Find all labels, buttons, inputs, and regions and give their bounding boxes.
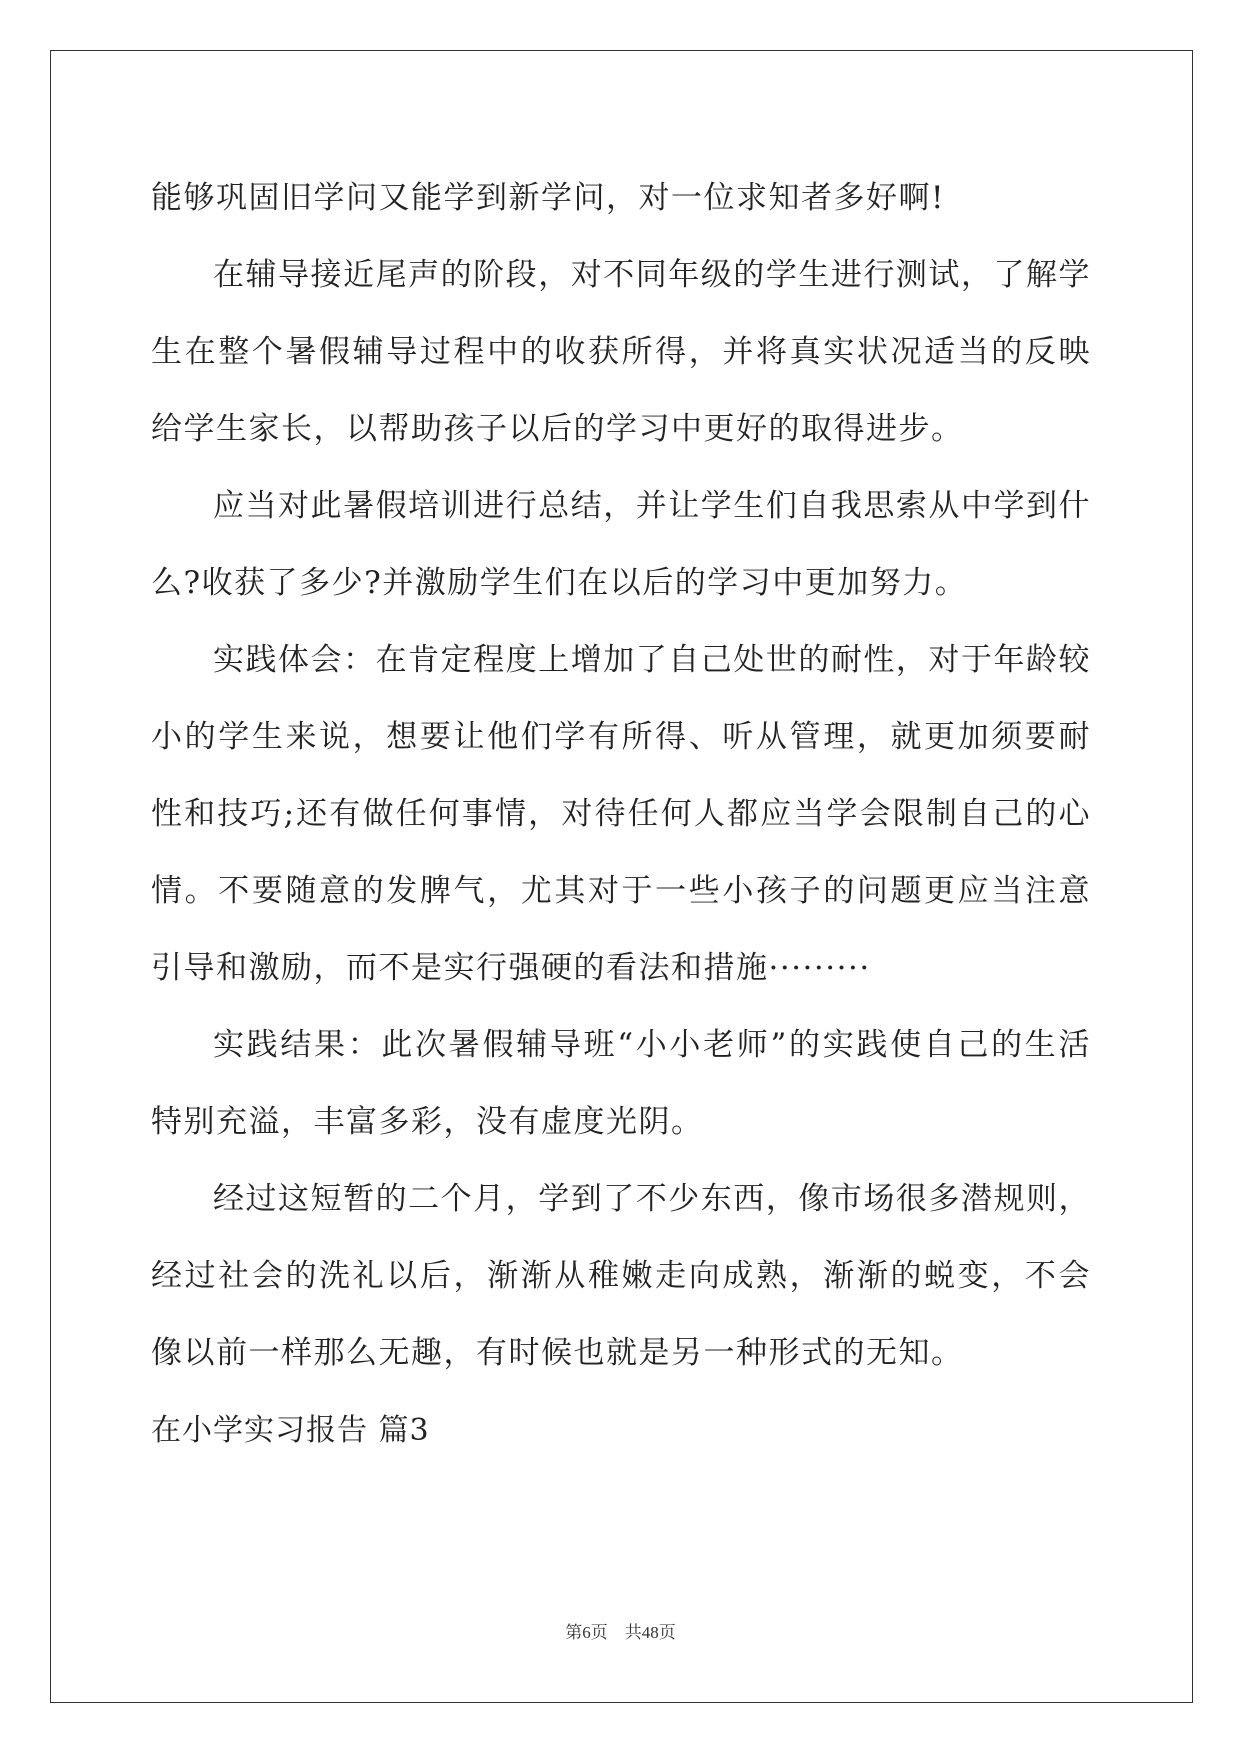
paragraph-5: 实践结果：此次暑假辅导班“小小老师”的实践使自己的生活特别充溢，丰富多彩，没有虚度光阴。 <box>151 1027 1091 1140</box>
paragraph-3: 应当对此暑假培训进行总结，并让学生们自我思索从中学到什么?收获了多少?并激励学生们在以后的学习中更加努力。 <box>151 488 1091 601</box>
section-heading: 在小学实习报告 篇3 <box>151 1413 430 1448</box>
paragraph-2: 在辅导接近尾声的阶段，对不同年级的学生进行测试，了解学生在整个暑假辅导过程中的收获所得，并将真实状况适当的反映给学生家长，以帮助孩子以后的学习中更好的取得进步。 <box>151 257 1091 447</box>
document-body <box>151 160 1091 1469</box>
paragraph-6: 经过这短暂的二个月，学到了不少东西，像市场很多潜规则，经过社会的洗礼以后，渐渐从稚嫩走向成熟，渐渐的蜕变，不会像以前一样那么无趣，有时候也就是另一种形式的无知。 <box>151 1181 1091 1371</box>
paragraph-4: 实践体会：在肯定程度上增加了自己处世的耐性，对于年龄较小的学生来说，想要让他们学有所得、听从管理，就更加须要耐性和技巧;还有做任何事情，对待任何人都应当学会限制自己的心情。不要随意的发脾气，尤其对于一些小孩子的问题更应当注意引导和激励，而不是实行强硬的看法和措施········· <box>151 642 1091 986</box>
total-pages: 共48页 <box>624 1623 676 1642</box>
paragraph-1: 能够巩固旧学问又能学到新学问，对一位求知者多好啊! <box>151 180 945 216</box>
page-footer <box>0 1618 1241 1643</box>
page-number: 第6页 <box>565 1623 608 1642</box>
